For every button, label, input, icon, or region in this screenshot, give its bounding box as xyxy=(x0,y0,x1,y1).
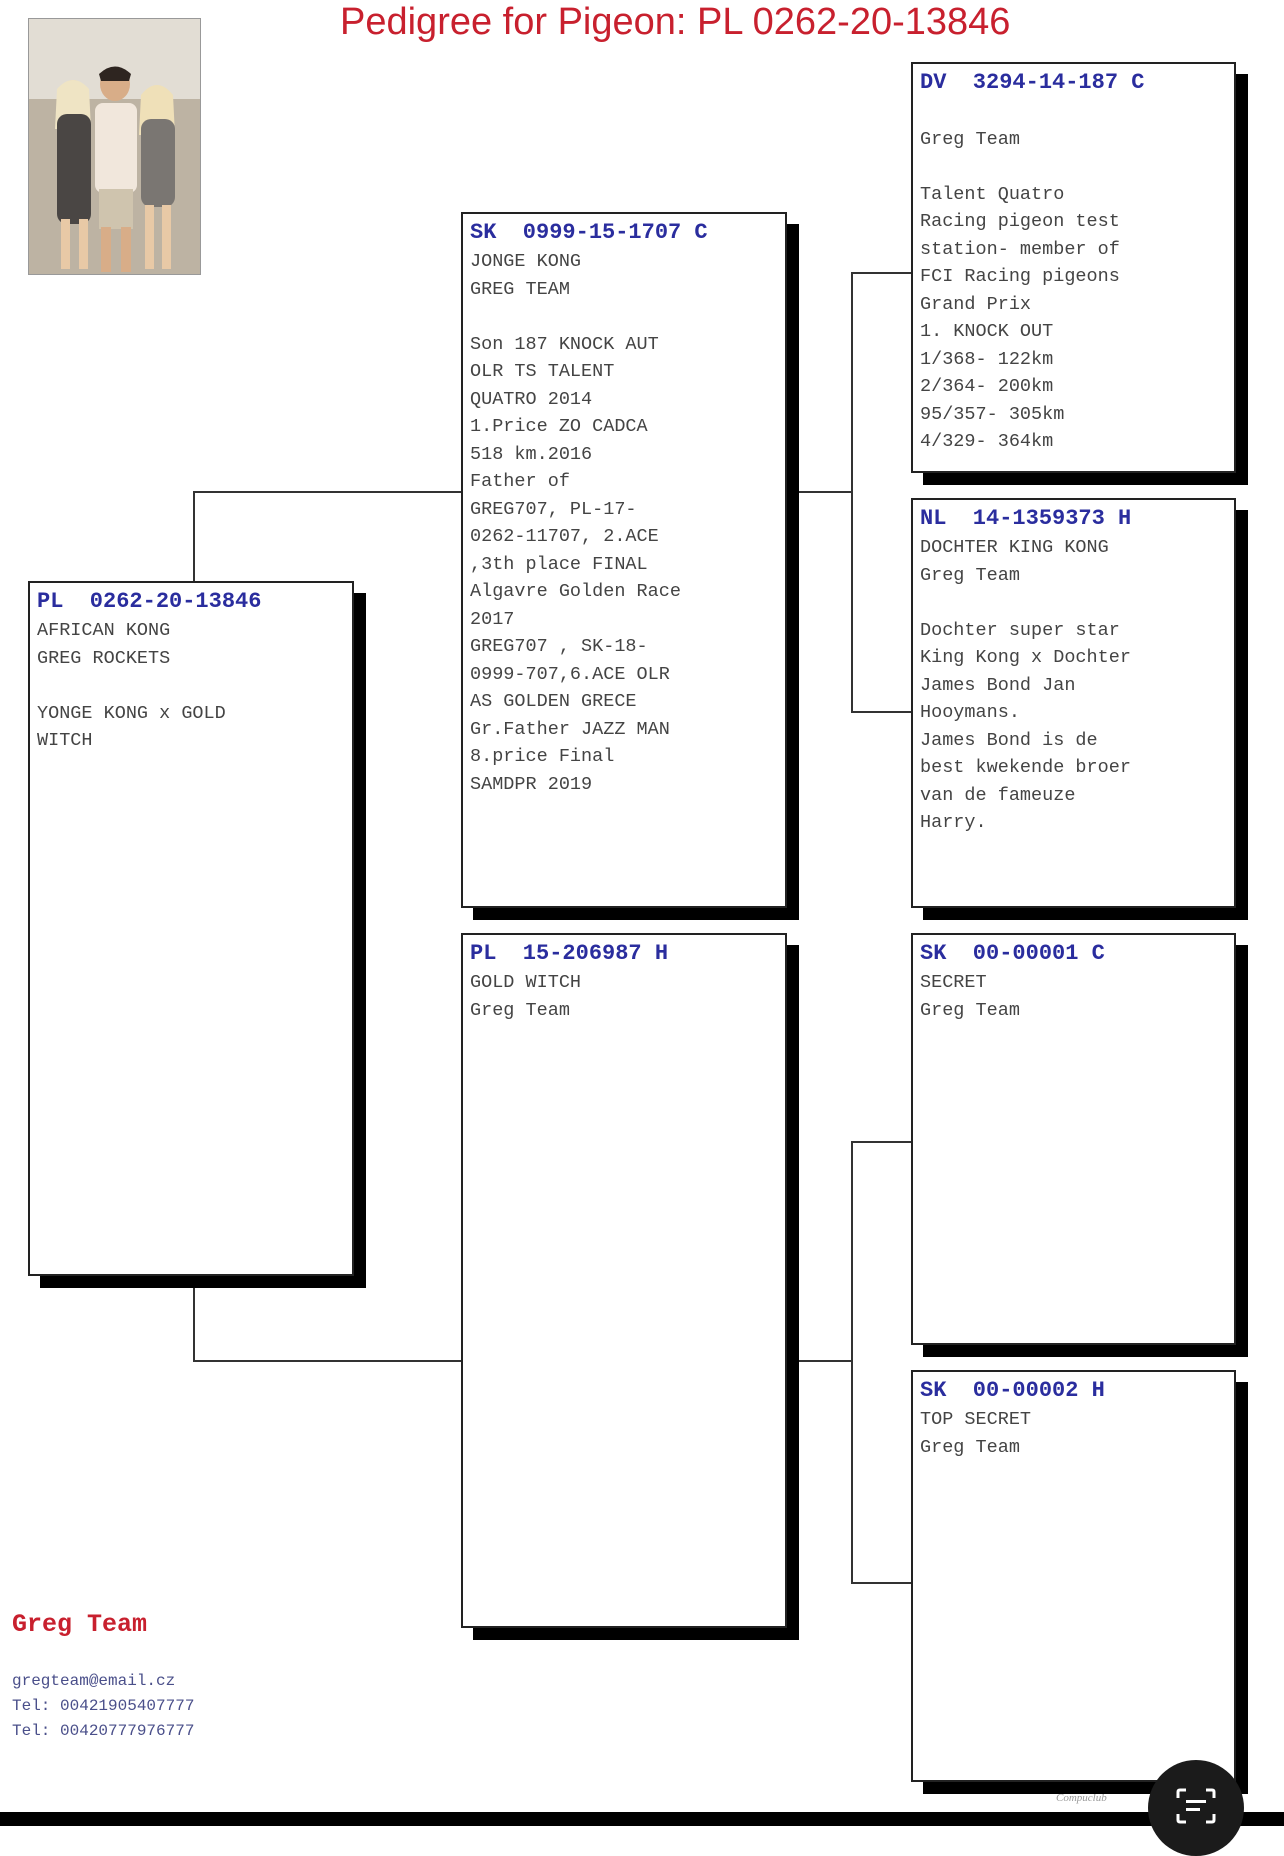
granddam-paternal-card xyxy=(911,498,1236,908)
owner-photo xyxy=(28,18,201,275)
bottom-bar xyxy=(0,1812,1284,1826)
scan-text-button[interactable] xyxy=(1148,1760,1244,1856)
card-line: OLR TS TALENT xyxy=(470,361,615,382)
connector-line xyxy=(193,491,462,493)
granddam-maternal-card xyxy=(911,1370,1236,1782)
card-line: SAMDPR 2019 xyxy=(470,773,593,795)
card-line: JONGE KONG xyxy=(470,251,582,272)
card-line: Talent Quatro xyxy=(920,183,1065,205)
ring-number: SK 00-00002 H xyxy=(920,1378,1105,1403)
connector-line xyxy=(851,1582,913,1584)
card-line: 0262-11707, 2.ACE xyxy=(470,526,659,547)
card-line: Algavre Golden Race xyxy=(470,581,681,602)
connector-line xyxy=(851,272,853,713)
card-line: 2/364- 200km xyxy=(920,376,1054,397)
brand-watermark: Compuclub xyxy=(1056,1792,1107,1804)
connector-line xyxy=(193,491,195,581)
card-line: best kwekende broer xyxy=(920,757,1131,778)
card-line: GOLD WITCH xyxy=(470,972,582,993)
ring-number: SK 00-00001 C xyxy=(920,941,1105,966)
connector-line xyxy=(193,1360,462,1362)
card-line: station- member of xyxy=(920,238,1120,260)
card-line: 0999-707,6.ACE OLR xyxy=(470,663,670,685)
ring-number: NL 14-1359373 H xyxy=(920,506,1132,531)
card-line: van de fameuze xyxy=(920,784,1076,806)
breeder-name: Greg Team xyxy=(12,1610,148,1639)
card-line: 1/368- 122km xyxy=(920,348,1054,370)
connector-line xyxy=(786,1360,852,1362)
breeder-phone: Tel: 00421905407777 xyxy=(12,1697,195,1715)
card-line: Greg Team xyxy=(470,999,570,1021)
card-line: 95/357- 305km xyxy=(920,403,1065,425)
card-line: DOCHTER KING KONG xyxy=(920,537,1109,558)
grandsire-paternal-card xyxy=(911,62,1236,473)
connector-line xyxy=(851,1141,853,1584)
card-line: 1. KNOCK OUT xyxy=(920,321,1054,342)
card-line: James Bond is de xyxy=(920,729,1098,751)
ring-number: PL 0262-20-13846 xyxy=(37,589,262,614)
card-line: King Kong x Dochter xyxy=(920,647,1131,668)
card-line: Dochter super star xyxy=(920,619,1120,641)
ring-number: SK 0999-15-1707 C xyxy=(470,220,708,245)
ring-number: PL 15-206987 H xyxy=(470,941,669,966)
card-line: GREG ROCKETS xyxy=(37,647,171,669)
card-line: Greg Team xyxy=(920,564,1020,586)
scan-text-icon xyxy=(1176,1788,1216,1824)
page-title: Pedigree for Pigeon: PL 0262-20-13846 xyxy=(340,1,1011,43)
card-line: TOP SECRET xyxy=(920,1409,1032,1430)
card-line: 8.price Final xyxy=(470,746,615,767)
card-line: QUATRO 2014 xyxy=(470,388,593,410)
connector-line xyxy=(193,1285,195,1362)
breeder-email: gregteam@email.cz xyxy=(12,1672,176,1690)
ring-number: DV 3294-14-187 C xyxy=(920,70,1145,95)
card-line: AS GOLDEN GRECE xyxy=(470,691,637,712)
card-line: GREG707, PL-17- xyxy=(470,498,637,520)
card-line: Father of xyxy=(470,471,570,492)
connector-line xyxy=(851,1141,913,1143)
card-line: WITCH xyxy=(37,730,93,751)
card-line: 2017 xyxy=(470,608,515,630)
card-line: SECRET xyxy=(920,972,987,993)
connector-line xyxy=(851,711,913,713)
card-line: Harry. xyxy=(920,812,987,833)
card-line: Son 187 KNOCK AUT xyxy=(470,333,659,355)
connector-line xyxy=(786,491,852,493)
card-line: GREG TEAM xyxy=(470,278,570,300)
card-line: YONGE KONG x GOLD xyxy=(37,702,226,724)
sire-card xyxy=(461,212,787,908)
card-line: 1.Price ZO CADCA xyxy=(470,416,648,437)
card-line: Gr.Father JAZZ MAN xyxy=(470,718,670,740)
breeder-phone: Tel: 00420777976777 xyxy=(12,1722,195,1740)
card-line: Greg Team xyxy=(920,128,1020,150)
card-line: 4/329- 364km xyxy=(920,431,1054,452)
card-line: Grand Prix xyxy=(920,293,1032,315)
card-line: AFRICAN KONG xyxy=(37,620,171,641)
grandsire-maternal-card xyxy=(911,933,1236,1345)
card-line: Hooymans. xyxy=(920,702,1020,723)
card-line: ,3th place FINAL xyxy=(470,553,648,575)
connector-line xyxy=(851,272,913,274)
subject-pigeon-card xyxy=(28,581,354,1276)
card-line: GREG707 , SK-18- xyxy=(470,636,648,657)
card-line: Racing pigeon test xyxy=(920,211,1120,232)
card-line: Greg Team xyxy=(920,999,1020,1021)
card-line: 518 km.2016 xyxy=(470,443,593,465)
card-line: Greg Team xyxy=(920,1436,1020,1458)
dam-card xyxy=(461,933,787,1628)
card-line: James Bond Jan xyxy=(920,674,1076,696)
card-line: FCI Racing pigeons xyxy=(920,266,1120,287)
